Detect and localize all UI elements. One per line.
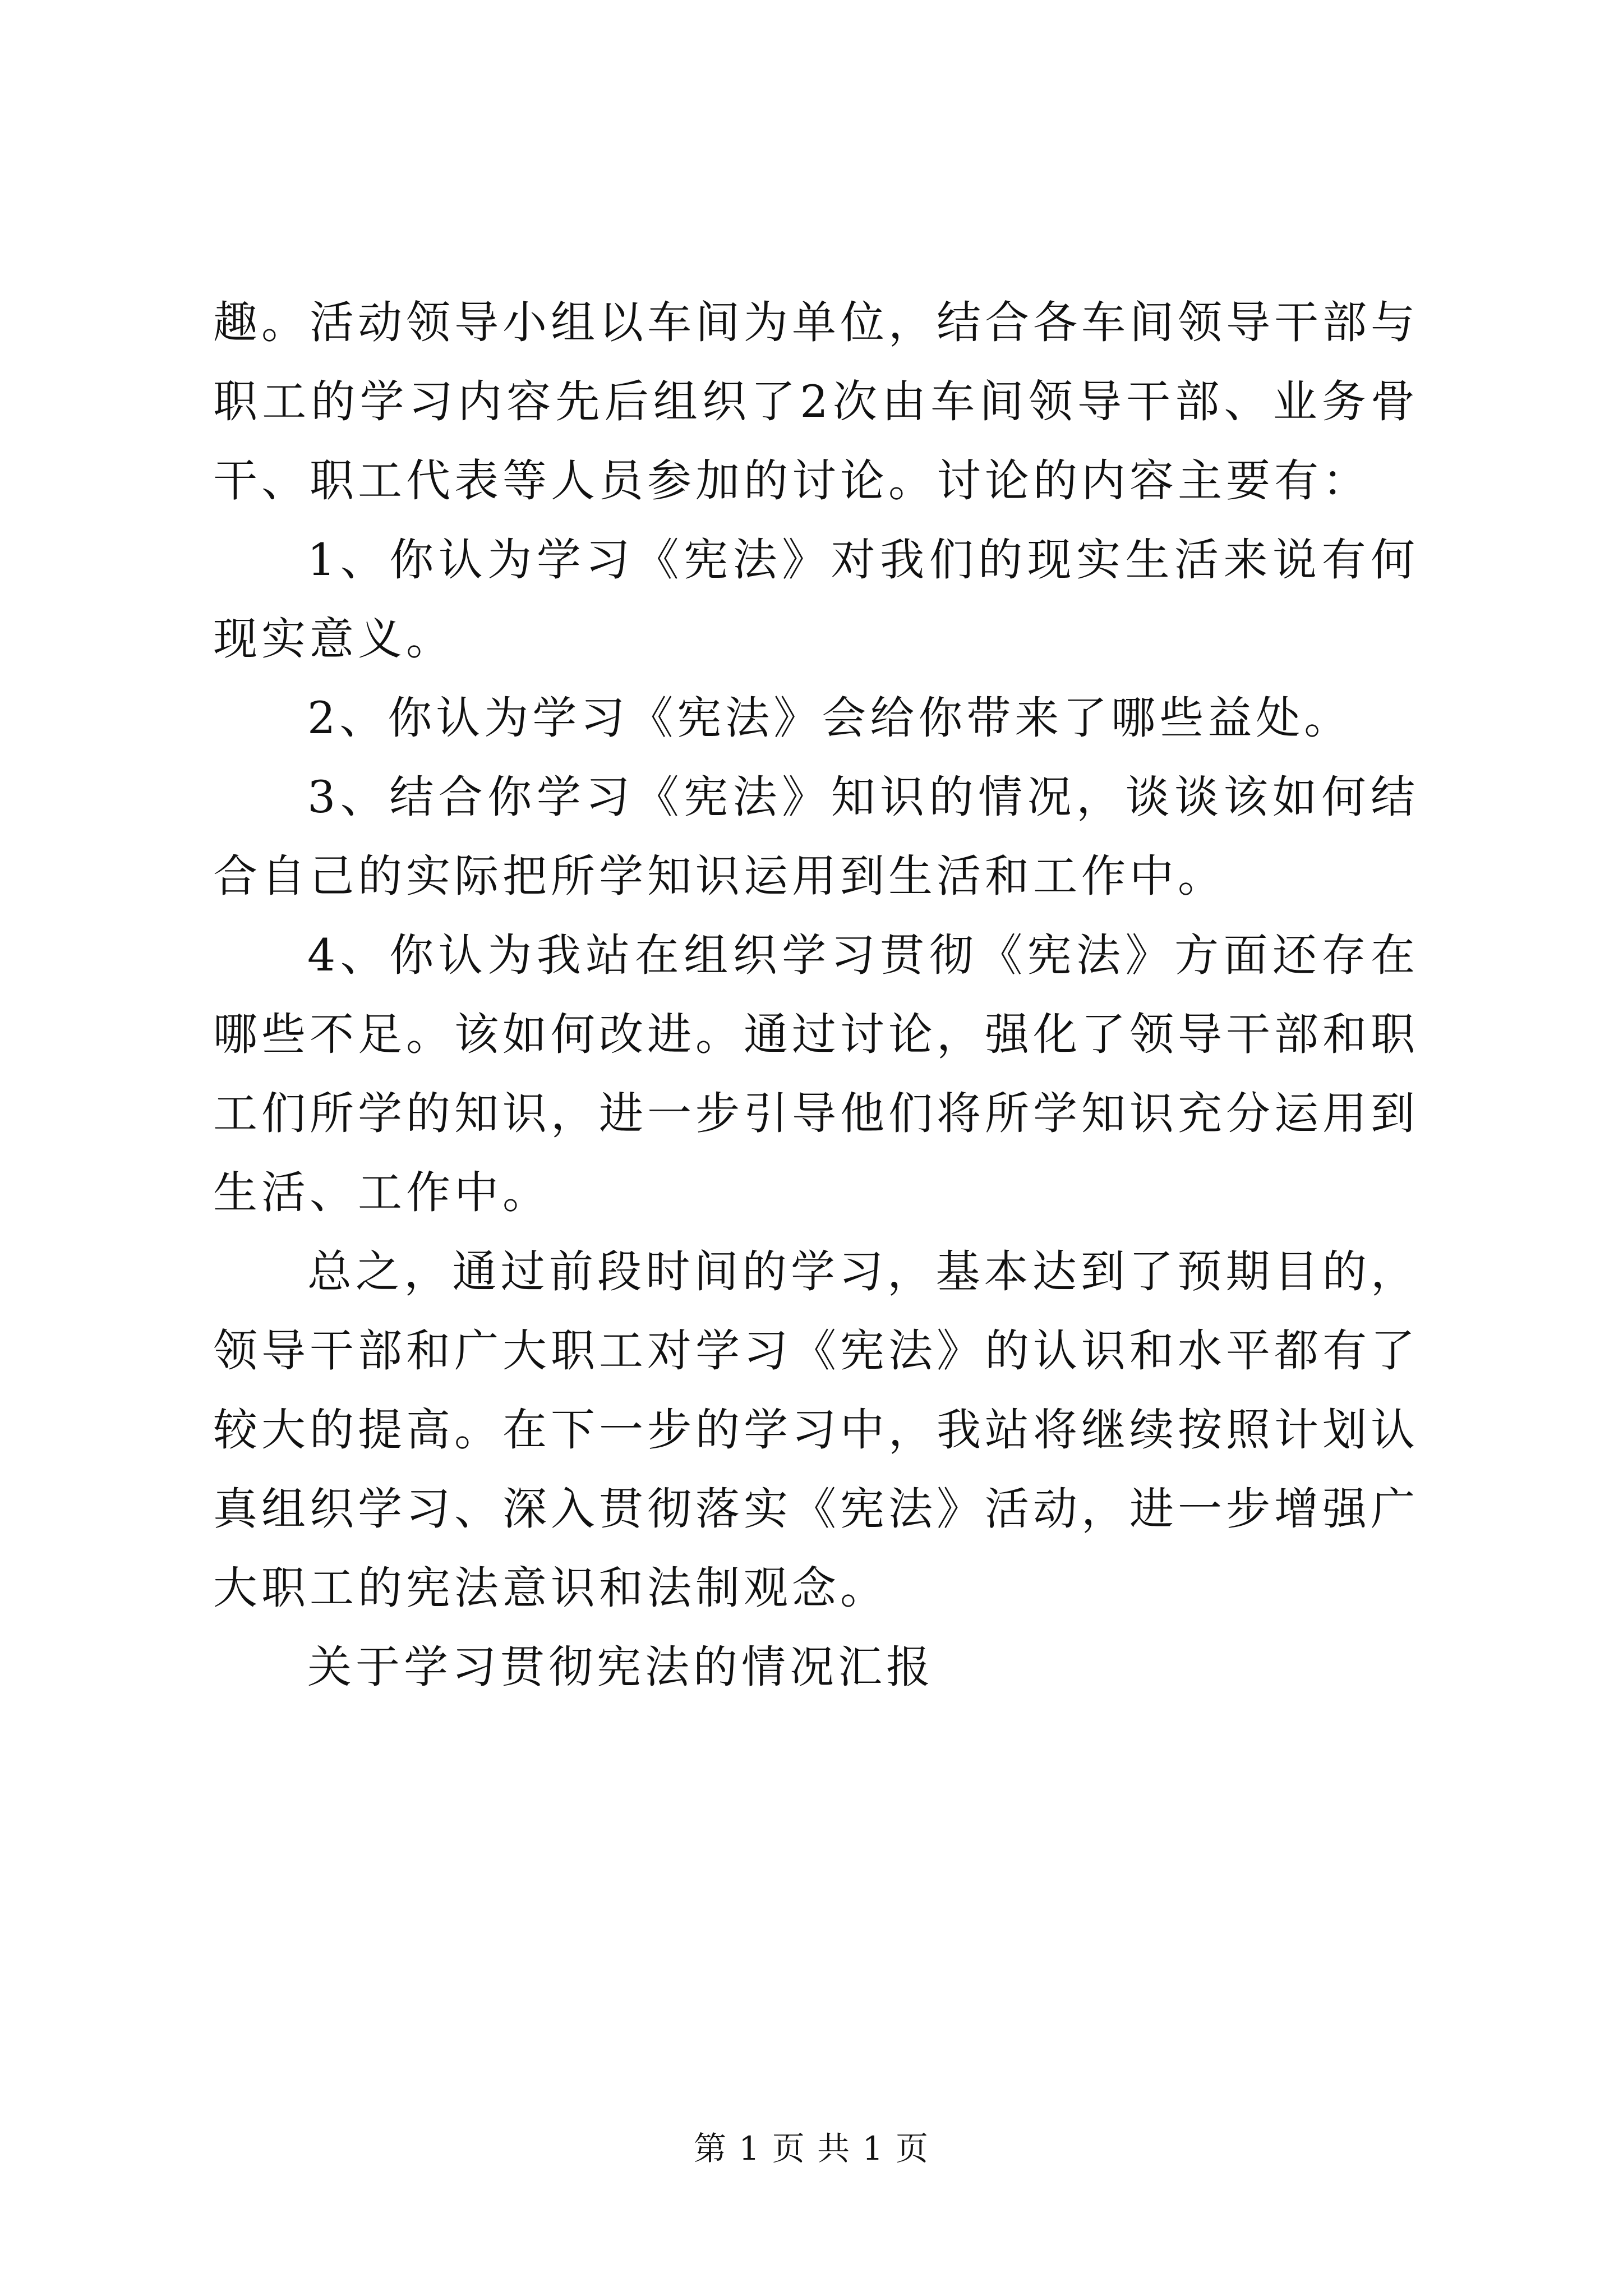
paragraph-intro: 趣。活动领导小组以车间为单位，结合各车间领导干部与职工的学习内容先后组织了2次由车间领导干部、业务骨干、职工代表等人员参加的讨论。讨论的内容主要有： (213, 297, 1419, 507)
paragraph-title-line: 关于学习贯彻宪法的情况汇报 (307, 1641, 934, 1693)
paragraph-question-2: 2、你认为学习《宪法》会给你带来了哪些益处。 (307, 692, 1353, 744)
paragraph-summary: 总之，通过前段时间的学习，基本达到了预期目的，领导干部和广大职工对学习《宪法》的认识和水平都有了较大的提高。在下一步的学习中，我站将继续按照计划认真组织学习、深入贯彻落实《宪法》活动，进一步增强广大职工的宪法意识和法制观念。 (213, 1246, 1419, 1614)
paragraph-question-1: 1、你认为学习《宪法》对我们的现实生活来说有何现实意义。 (213, 534, 1419, 665)
paragraph-question-3: 3、结合你学习《宪法》知识的情况，谈谈该如何结合自己的实际把所学知识运用到生活和工作中。 (213, 771, 1419, 902)
page-footer: 第 1 页 共 1 页 (694, 2129, 929, 2168)
document-body (213, 283, 1419, 1707)
paragraph-question-4: 4、你认为我站在组织学习贯彻《宪法》方面还存在哪些不足。该如何改进。通过讨论，强化了领导干部和职工们所学的知识，进一步引导他们将所学知识充分运用到生活、工作中。 (213, 930, 1419, 1218)
